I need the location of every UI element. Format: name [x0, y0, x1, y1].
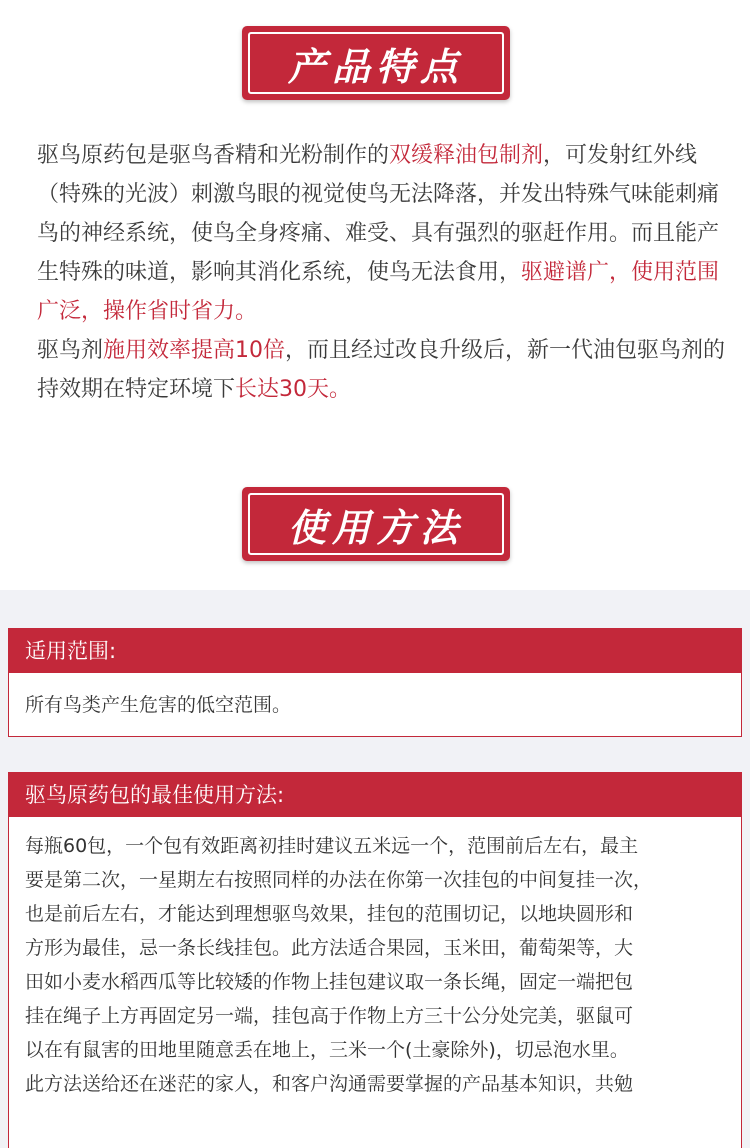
title-banner-frame	[248, 493, 504, 555]
usage-method-title-banner	[242, 487, 510, 561]
intro-text-segment: 驱鸟剂	[37, 338, 104, 363]
usage-line: 也是前后左右，才能达到理想驱鸟效果，挂包的范围切记，以地块圆形和	[25, 903, 634, 925]
product-features-title: 产品特点	[287, 43, 464, 89]
usage-line: 以在有鼠害的田地里随意丢在地上，三米一个(土豪除外)，切忌泡水里。	[25, 1039, 629, 1061]
best-usage-card	[8, 772, 742, 1148]
best-usage-card-body	[9, 817, 741, 1101]
usage-line: 此方法送给还在迷茫的家人，和客户沟通需要掌握的产品基本知识，共勉	[25, 1073, 634, 1095]
highlight-text: 双缓释油包制剂	[389, 143, 544, 168]
intro-text-segment: ，而且经过改良升级后，新一代油包驱鸟剂的持效期在特定环境下	[37, 338, 726, 402]
scope-card	[8, 628, 742, 737]
highlight-text: 驱避谱广，使用范围广泛，操作省时省力。	[37, 260, 720, 324]
intro-text-segment: 驱鸟原药包是驱鸟香精和光粉制作的	[37, 143, 390, 168]
intro-paragraph-2	[37, 331, 727, 409]
intro-text-segment: ，可发射红外线（特殊的光波）刺激鸟眼的视觉使鸟无法降落，并发出特殊气味能刺痛鸟的神经系统，使鸟全身疼痛、难受、具有强烈的驱赶作用。而且能产生特殊的味道，影响其消化系统，使鸟无法食用，	[37, 143, 720, 285]
usage-line: 每瓶60包，一个包有效距离初挂时建议五米远一个，范围前后左右，最主	[25, 835, 639, 857]
intro-paragraph-1	[37, 136, 727, 331]
highlight-text: 施用效率提高10倍	[103, 338, 286, 363]
usage-line: 方形为最佳，忌一条长线挂包。此方法适合果园，玉米田，葡萄架等，大	[25, 937, 634, 959]
usage-method-title: 使用方法	[287, 504, 464, 550]
usage-line: 要是第二次，一星期左右按照同样的办法在你第一次挂包的中间复挂一次，	[25, 869, 653, 891]
usage-line: 田如小麦水稻西瓜等比较矮的作物上挂包建议取一条长绳，固定一端把包	[25, 971, 634, 993]
product-features-title-banner	[242, 26, 510, 100]
scope-card-header: 适用范围:	[9, 629, 741, 673]
title-banner-frame	[248, 32, 504, 94]
product-intro-text	[37, 136, 727, 409]
usage-line: 挂在绳子上方再固定另一端，挂包高于作物上方三十公分处完美，驱鼠可	[25, 1005, 634, 1027]
scope-card-body: 所有鸟类产生危害的低空范围。	[25, 694, 292, 716]
highlight-text: 长达30天。	[235, 377, 352, 402]
best-usage-card-header: 驱鸟原药包的最佳使用方法:	[9, 773, 741, 817]
